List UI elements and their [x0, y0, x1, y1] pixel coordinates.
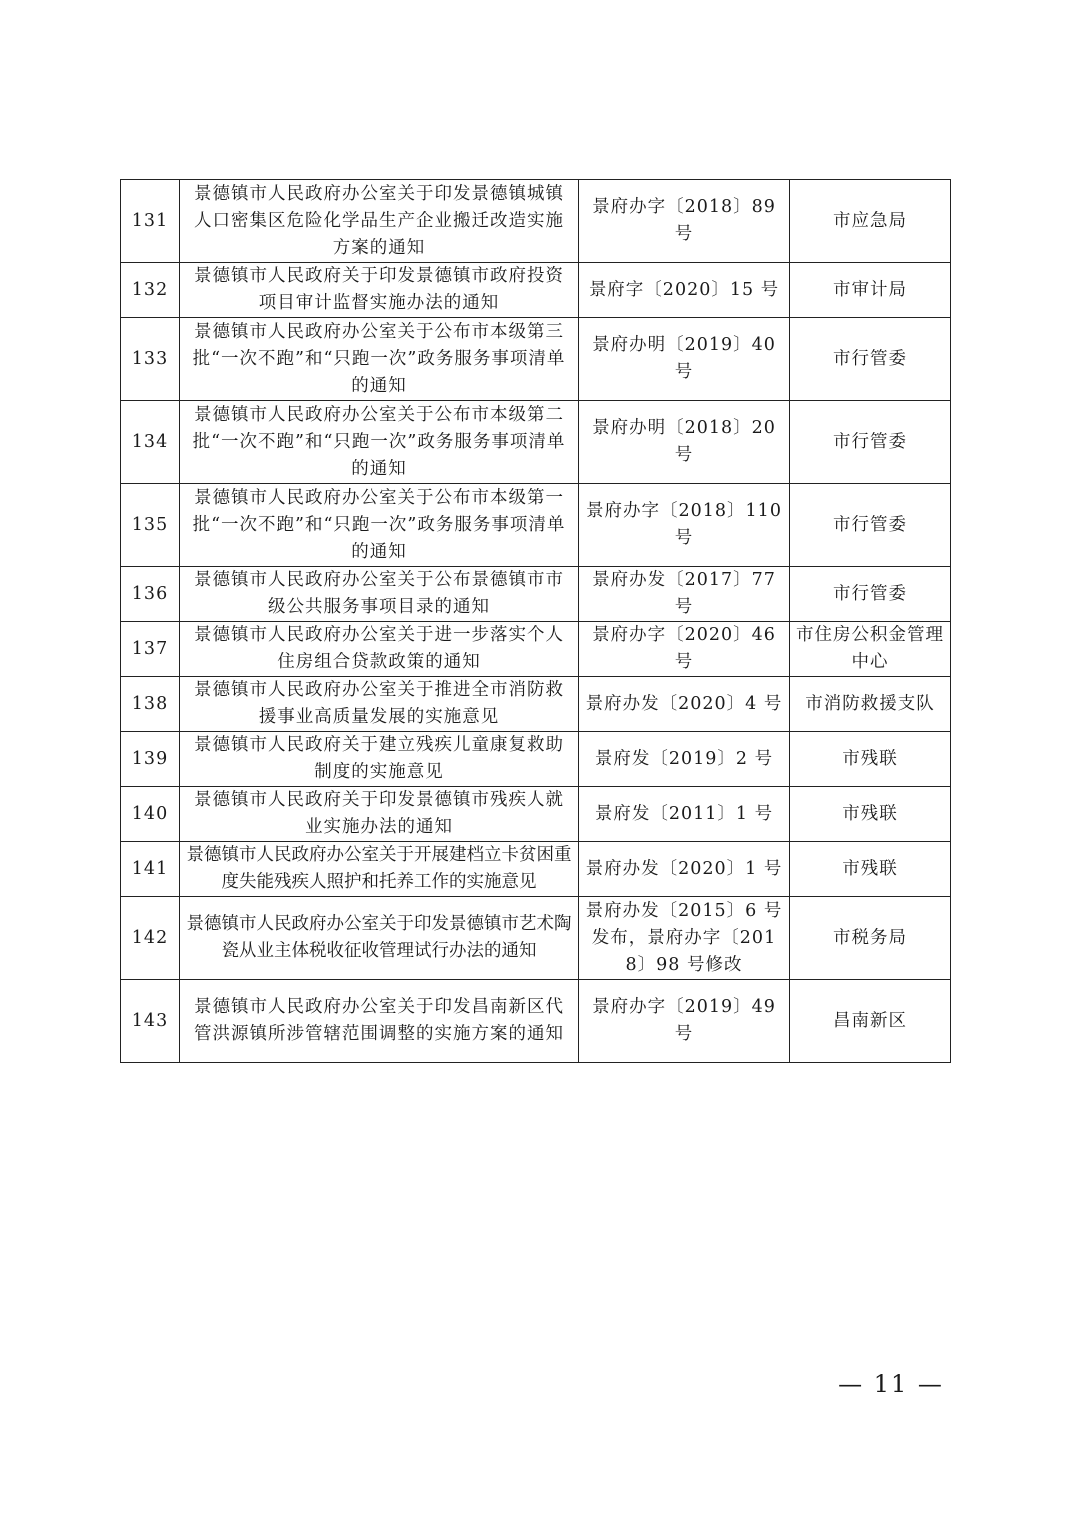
- document-number: 景府发〔2011〕1 号: [579, 787, 790, 842]
- row-number: 139: [121, 732, 180, 787]
- page-number: — 11 —: [838, 1370, 944, 1398]
- responsible-department: 市残联: [790, 787, 951, 842]
- responsible-department: 市残联: [790, 732, 951, 787]
- document-number: 景府办发〔2015〕6 号发布，景府办字〔2018〕98 号修改: [579, 897, 790, 980]
- document-title: 景德镇市人民政府关于印发景德镇市残疾人就业实施办法的通知: [180, 787, 579, 842]
- responsible-department: 市审计局: [790, 263, 951, 318]
- row-number: 138: [121, 677, 180, 732]
- table-row: [121, 622, 951, 677]
- document-title: 景德镇市人民政府办公室关于印发景德镇市艺术陶瓷从业主体税收征收管理试行办法的通知: [180, 897, 579, 980]
- document-title: 景德镇市人民政府办公室关于印发昌南新区代管洪源镇所涉管辖范围调整的实施方案的通知: [180, 980, 579, 1063]
- document-number: 景府办发〔2020〕4 号: [579, 677, 790, 732]
- document-title: 景德镇市人民政府办公室关于印发景德镇城镇人口密集区危险化学品生产企业搬迁改造实施方案的通知: [180, 180, 579, 263]
- document-number: 景府办字〔2019〕49 号: [579, 980, 790, 1063]
- responsible-department: 市残联: [790, 842, 951, 897]
- table-row: [121, 677, 951, 732]
- table-row: [121, 484, 951, 567]
- responsible-department: 市行管委: [790, 484, 951, 567]
- row-number: 133: [121, 318, 180, 401]
- document-title: 景德镇市人民政府关于建立残疾儿童康复救助制度的实施意见: [180, 732, 579, 787]
- row-number: 134: [121, 401, 180, 484]
- document-number: 景府办字〔2020〕46 号: [579, 622, 790, 677]
- responsible-department: 市应急局: [790, 180, 951, 263]
- document-title: 景德镇市人民政府办公室关于公布市本级第二批“一次不跑”和“只跑一次”政务服务事项清单的通知: [180, 401, 579, 484]
- document-title: 景德镇市人民政府办公室关于开展建档立卡贫困重度失能残疾人照护和托养工作的实施意见: [180, 842, 579, 897]
- table-row: [121, 401, 951, 484]
- document-title: 景德镇市人民政府办公室关于公布市本级第一批“一次不跑”和“只跑一次”政务服务事项清单的通知: [180, 484, 579, 567]
- responsible-department: 市住房公积金管理中心: [790, 622, 951, 677]
- table-row: [121, 787, 951, 842]
- row-number: 143: [121, 980, 180, 1063]
- responsible-department: 市行管委: [790, 401, 951, 484]
- row-number: 142: [121, 897, 180, 980]
- document-number: 景府办明〔2018〕20 号: [579, 401, 790, 484]
- table-row: [121, 567, 951, 622]
- document-title: 景德镇市人民政府关于印发景德镇市政府投资项目审计监督实施办法的通知: [180, 263, 579, 318]
- table-row: [121, 732, 951, 787]
- document-number: 景府发〔2019〕2 号: [579, 732, 790, 787]
- document-number: 景府办发〔2020〕1 号: [579, 842, 790, 897]
- responsible-department: 市消防救援支队: [790, 677, 951, 732]
- row-number: 131: [121, 180, 180, 263]
- row-number: 140: [121, 787, 180, 842]
- responsible-department: 昌南新区: [790, 980, 951, 1063]
- table-row: [121, 263, 951, 318]
- document-title: 景德镇市人民政府办公室关于进一步落实个人住房组合贷款政策的通知: [180, 622, 579, 677]
- responsible-department: 市税务局: [790, 897, 951, 980]
- table-row: [121, 842, 951, 897]
- document-number: 景府字〔2020〕15 号: [579, 263, 790, 318]
- table-row: [121, 980, 951, 1063]
- document-number: 景府办明〔2019〕40 号: [579, 318, 790, 401]
- responsible-department: 市行管委: [790, 567, 951, 622]
- document-number: 景府办字〔2018〕89 号: [579, 180, 790, 263]
- row-number: 137: [121, 622, 180, 677]
- document-title: 景德镇市人民政府办公室关于公布景德镇市市级公共服务事项目录的通知: [180, 567, 579, 622]
- row-number: 141: [121, 842, 180, 897]
- responsible-department: 市行管委: [790, 318, 951, 401]
- document-number: 景府办字〔2018〕110 号: [579, 484, 790, 567]
- document-title: 景德镇市人民政府办公室关于公布市本级第三批“一次不跑”和“只跑一次”政务服务事项清单的通知: [180, 318, 579, 401]
- table-row: [121, 897, 951, 980]
- table-row: [121, 180, 951, 263]
- table-row: [121, 318, 951, 401]
- document-table: [120, 179, 951, 1063]
- document-number: 景府办发〔2017〕77 号: [579, 567, 790, 622]
- row-number: 132: [121, 263, 180, 318]
- document-title: 景德镇市人民政府办公室关于推进全市消防救援事业高质量发展的实施意见: [180, 677, 579, 732]
- row-number: 136: [121, 567, 180, 622]
- row-number: 135: [121, 484, 180, 567]
